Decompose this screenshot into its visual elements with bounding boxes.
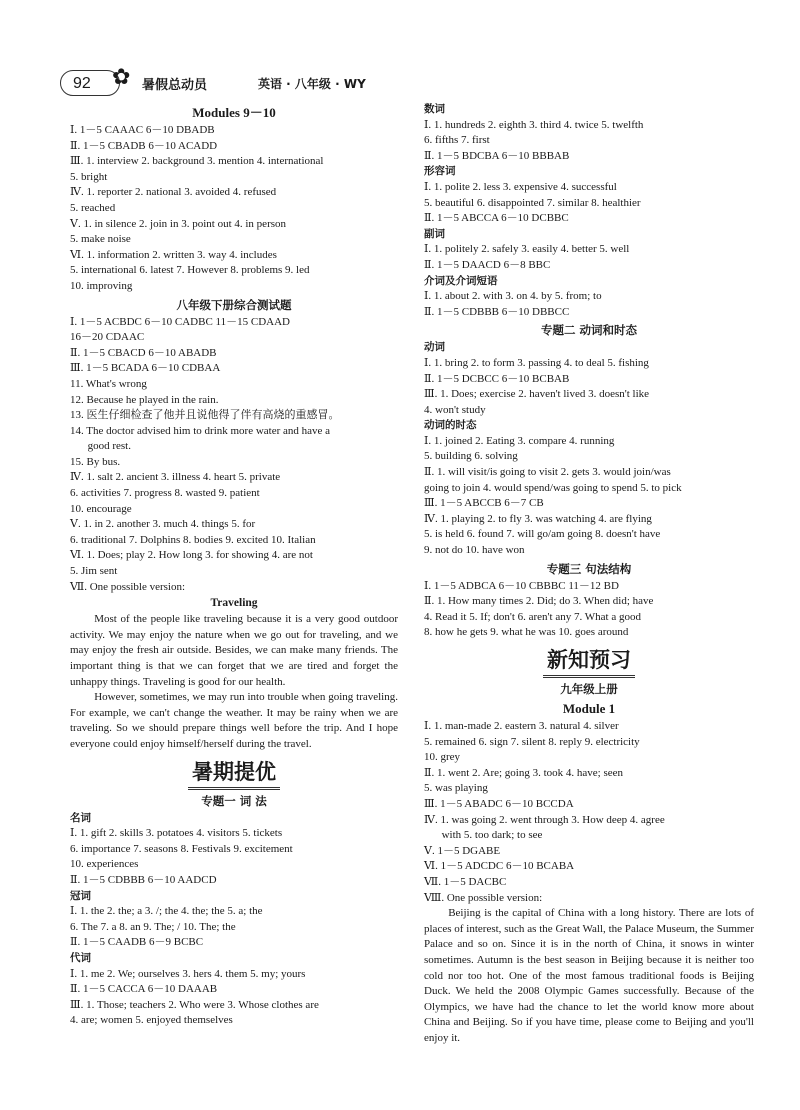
answer-line: 5. building 6. solving	[424, 450, 518, 463]
answer-line: 6. The 7. a 8. an 9. The; / 10. The; the	[70, 920, 236, 933]
answer-line: Ⅰ. 1. hundreds 2. eighth 3. third 4. twice 5. twelfth	[424, 118, 644, 131]
answer-line: 13. 医生仔细检查了他并且说他得了伴有高烧的重感冒。	[70, 409, 340, 422]
answer-line: Ⅱ. 1－5 DCBCC 6－10 BCBAB	[424, 372, 570, 385]
answer-line: Ⅱ. 1－5 DAACD 6－8 BBC	[424, 258, 551, 271]
answer-line: 5. bright	[70, 170, 108, 183]
answer-line: Ⅰ. 1. man-made 2. eastern 3. natural 4. silver	[424, 720, 619, 732]
book-title: 暑假总动员	[142, 78, 208, 93]
answer-line: Ⅰ. 1. bring 2. to form 3. passing 4. to deal 5. fishing	[424, 356, 649, 369]
answer-line: Ⅳ. 1. was going 2. went through 3. How deep 4. agree	[424, 813, 665, 826]
answer-line: 8. how he gets 9. what he was 10. goes around	[424, 626, 629, 639]
answer-line: Ⅲ. 1. interview 2. background 3. mention 4. international	[70, 155, 324, 168]
section-heading: 介词及介词短语	[424, 274, 498, 287]
mascot-icon: ✿	[112, 64, 131, 89]
answer-line: Ⅱ. 1－5 CBADB 6－10 ACADD	[70, 139, 218, 152]
answer-line: Ⅶ. One possible version:	[70, 580, 186, 593]
grammar-sections	[70, 811, 398, 1029]
essay-paragraph: However, sometimes, we may run into trouble when going traveling. For example, we can't change the weather. It may be rainy when we are traveling. So we should prepare things well before the trip. And I hope everyone could enjoy himself/herself during the travel.	[70, 691, 398, 750]
beijing-essay: Beijing is the capital of China with a long history. There are lots of places of interest, such as the Great Wall, the Palace Museum, the Summer Palace and so on. Since it is in the north of China, it snows in winter sometimes. Autumn is the best season in Beijing because it is neither too cold nor too hot. One of the most famous traditional foods is Beijing Duck. We held the 2008 Olympic Games successfully. Because of the Olympics, we have had the chance to let the world know more about China and Beijing. So if you have time, please come to Beijing and you'll enjoy it.	[424, 907, 754, 1044]
answer-line: Ⅱ. 1－5 CAADB 6－9 BCBC	[70, 936, 204, 949]
answer-line: 5. reached	[70, 201, 116, 214]
section-heading: 名词	[70, 811, 91, 824]
answer-line: Ⅰ. 1. me 2. We; ourselves 3. hers 4. them 5. my; yours	[70, 967, 306, 980]
answer-line: 10. encourage	[70, 502, 132, 515]
answer-line: 12. Because he played in the rain.	[70, 393, 219, 406]
answer-line: Ⅴ. 1. in 2. another 3. much 4. things 5. for	[70, 518, 256, 531]
answer-line: Ⅰ. 1. politely 2. safely 3. easily 4. better 5. well	[424, 243, 630, 256]
right-column	[424, 102, 754, 1046]
answer-line: Ⅵ. 1－5 ADCDC 6－10 BCABA	[424, 860, 575, 873]
answer-line: Ⅱ. 1. went 2. Are; going 3. took 4. have; seen	[424, 766, 624, 779]
answer-line: 9. not do 10. have won	[424, 544, 525, 557]
answer-line: going to join 4. would spend/was going to spend 5. to pick	[424, 481, 682, 494]
answer-line: 11. What's wrong	[70, 377, 147, 390]
subject-label: 英语 · 八年级 · WY	[258, 77, 366, 91]
answer-line: 16－20 CDAAC	[70, 331, 145, 344]
section-heading: 数词	[424, 103, 445, 115]
answer-line: Ⅴ. 1－5 DGABE	[424, 844, 501, 857]
answer-line: 5. is held 6. found 7. will go/am going 8. doesn't have	[424, 528, 661, 541]
summer-section-title	[70, 757, 398, 790]
module1-answers	[424, 719, 754, 906]
answer-line: Ⅳ. 1. salt 2. ancient 3. illness 4. heart 5. private	[70, 471, 281, 484]
test-answers	[70, 315, 398, 596]
answer-line: Ⅱ. 1－5 CDBBB 6－10 DBBCC	[424, 305, 570, 318]
essay-body	[70, 612, 398, 752]
essay-title: Traveling	[210, 597, 258, 610]
answer-line: Ⅰ. 1. joined 2. Eating 3. compare 4. running	[424, 434, 615, 447]
verb-sections	[424, 340, 754, 558]
answer-line: Ⅱ. 1－5 BDCBA 6－10 BBBAB	[424, 149, 570, 162]
answer-line: with 5. too dark; to see	[441, 829, 543, 842]
topic3-heading: 专题三 句法结构	[546, 561, 632, 576]
word-class-sections	[424, 102, 754, 320]
module1-heading: Module 1	[562, 701, 616, 716]
answer-line: 10. grey	[424, 751, 461, 764]
topic1-heading: 专题一 词 法	[201, 793, 267, 808]
section-heading: 形容词	[424, 165, 456, 178]
answer-line: Ⅰ. 1. gift 2. skills 3. potatoes 4. visitors 5. tickets	[70, 827, 283, 840]
topic2-heading: 专题二 动词和时态	[540, 323, 637, 338]
modules-heading: Modules 9－10	[192, 105, 276, 120]
answer-line: 14. The doctor advised him to drink more water and have a	[70, 424, 331, 437]
answer-line: Ⅵ. 1. information 2. written 3. way 4. includes	[70, 248, 277, 261]
answer-line: 4. are; women 5. enjoyed themselves	[70, 1014, 233, 1027]
answer-line: Ⅰ. 1－5 ACBDC 6－10 CADBC 11－15 CDAAD	[70, 315, 290, 328]
answer-line: 6. traditional 7. Dolphins 8. bodies 9. excited 10. Italian	[70, 533, 316, 546]
answer-line: Ⅲ. 1－5 ABCCB 6－7 CB	[424, 497, 544, 510]
answer-line: Ⅷ. One possible version:	[424, 891, 543, 904]
section-heading: 冠词	[70, 889, 91, 902]
answer-line: Ⅰ. 1－5 CAAAC 6－10 DBADB	[70, 124, 215, 136]
answer-line: 6. importance 7. seasons 8. Festivals 9. excitement	[70, 842, 293, 855]
answer-line: Ⅴ. 1. in silence 2. join in 3. point out 4. in person	[70, 217, 287, 230]
answer-line: Ⅱ. 1－5 CDBBB 6－10 AADCD	[70, 873, 217, 886]
preview-section-title	[424, 645, 754, 678]
answer-line: Ⅲ. 1－5 BCADA 6－10 CDBAA	[70, 362, 221, 375]
page-header	[60, 64, 400, 98]
answer-line: 6. activities 7. progress 8. wasted 9. patient	[70, 487, 260, 500]
answer-line: Ⅲ. 1. Does; exercise 2. haven't lived 3. doesn't like	[424, 388, 650, 401]
answer-line: 5. beautiful 6. disappointed 7. similar 8. healthier	[424, 196, 641, 209]
answer-line: 5. remained 6. sign 7. silent 8. reply 9. electricity	[424, 735, 640, 748]
answer-line: Ⅰ. 1. about 2. with 3. on 4. by 5. from; to	[424, 290, 602, 303]
answer-line: 6. fifths 7. first	[424, 134, 490, 147]
answer-line: 4. Read it 5. If; don't 6. aren't any 7. What a good	[424, 610, 641, 623]
essay-paragraph: Most of the people like traveling because it is a very good outdoor activity. We may enjoy the nature when we go out for traveling, and we may enjoy the fresh air outside. Besides, we can make many friends. The important thing is that we can forget that we are tired and forget the unhappy things. Traveling is good for our health.	[70, 613, 398, 688]
summer-section-title-text: 暑期提优	[188, 757, 280, 790]
answer-line: Ⅰ. 1. the 2. the; a 3. /; the 4. the; the 5. a; the	[70, 905, 263, 918]
section-heading: 动词的时态	[424, 419, 477, 432]
answer-line: 5. make noise	[70, 233, 131, 246]
syntax-answers	[424, 579, 754, 641]
answer-line: 5. was playing	[424, 782, 488, 795]
modules-answers	[70, 123, 398, 295]
grade-heading: 九年级上册	[560, 682, 618, 696]
answer-line: good rest.	[87, 440, 131, 453]
answer-line: 10. improving	[70, 279, 133, 292]
answer-line: Ⅱ. 1－5 ABCCA 6－10 DCBBC	[424, 212, 569, 225]
answer-line: Ⅱ. 1. will visit/is going to visit 2. gets 3. would join/was	[424, 466, 671, 479]
test-heading: 八年级下册综合测试题	[176, 297, 292, 312]
left-column	[70, 102, 398, 1029]
answer-line: Ⅵ. 1. Does; play 2. How long 3. for showing 4. are not	[70, 549, 313, 562]
answer-line: Ⅶ. 1－5 DACBC	[424, 875, 507, 888]
answer-line: Ⅱ. 1－5 CACCA 6－10 DAAAB	[70, 983, 218, 996]
answer-line: 5. Jim sent	[70, 565, 118, 578]
page-number: 92	[60, 70, 120, 96]
answer-line: 5. international 6. latest 7. However 8. problems 9. led	[70, 264, 310, 277]
answer-line: 15. By bus.	[70, 455, 121, 468]
answer-line: Ⅲ. 1－5 ABADC 6－10 BCCDA	[424, 797, 574, 810]
answer-line: Ⅱ. 1. How many times 2. Did; do 3. When did; have	[424, 595, 654, 608]
section-heading: 动词	[424, 341, 445, 354]
answer-line: Ⅳ. 1. reporter 2. national 3. avoided 4. refused	[70, 186, 277, 199]
answer-line: Ⅱ. 1－5 CBACD 6－10 ABADB	[70, 346, 217, 359]
section-heading: 代词	[70, 951, 91, 964]
answer-line: Ⅳ. 1. playing 2. to fly 3. was watching 4. are flying	[424, 512, 652, 525]
answer-line: Ⅰ. 1. polite 2. less 3. expensive 4. successful	[424, 180, 617, 193]
preview-section-title-text: 新知预习	[543, 645, 635, 678]
answer-line: 4. won't study	[424, 403, 486, 416]
section-heading: 副词	[424, 227, 445, 240]
answer-line: Ⅲ. 1. Those; teachers 2. Who were 3. Whose clothes are	[70, 998, 319, 1011]
answer-line: Ⅰ. 1－5 ADBCA 6－10 CBBBC 11－12 BD	[424, 579, 619, 592]
answer-line: 10. experiences	[70, 858, 139, 871]
